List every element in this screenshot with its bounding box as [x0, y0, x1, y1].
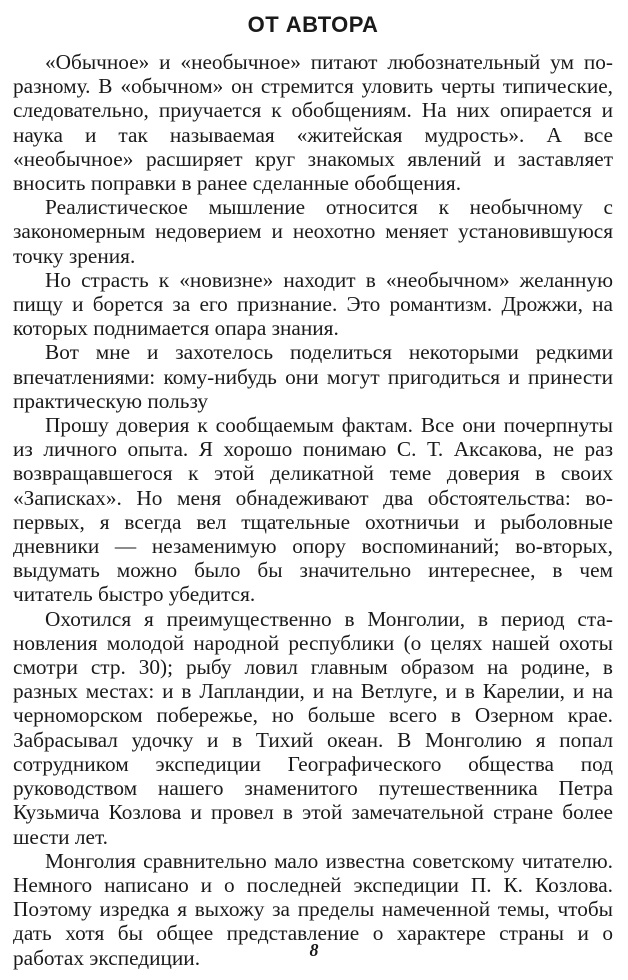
paragraph: Но страсть к «новизне» находит в «необычном» желанную пищу и борется за его признание. Это романтизм. Дрожжи, на которых поднимается опара знания.: [13, 267, 613, 341]
paragraph: Монголия сравнительно мало известна советскому читателю. Немного написано и о последней экспедиции П. К. Козлова. Поэтому изредка я выхожу за пределы намеченной темы, чтобы дать хотя бы общее представление о характере страны и о работах экспедиции.: [13, 848, 613, 970]
paragraph: Охотился я преимущественно в Монголии, в период становления молодой народной республики (о целях нашей охоты смотри стр. 30); рыбу ловил главным образом на родине, в разных местах: и в Лапландии, и на Ветлуге, и в Карелии, и на черноморском побережье, но больше всего в Озерном крае. Забрасывал удочку и в Тихий океан. В Монголию я попал сотрудником экспедиции Географического общества под руководством нашего знаменитого путешественника Петра Кузьмича Козлова и провел в этой замечательной стране более шести лет.: [13, 606, 613, 849]
page-title: ОТ АВТОРА: [247, 12, 379, 37]
paragraph: Реалистическое мышление относится к необычному с закономерным недоверием и неохотно меняет установившуюся точку зрения.: [13, 195, 613, 268]
book-page: [13, 12, 613, 972]
body-text: [13, 50, 613, 970]
paragraph: Прошу доверия к сообщаемым фактам. Все они почерпнуты из личного опыта. Я хорошо понимаю С. Т. Аксакова, не раз возвращавшегося к этой деликатной теме доверия в своих «Записках». Но меня обнадеживают два обстоятельства: во-первых, я всегда вел тщательные охотничьи и рыболовные дневники — незаменимую опору воспоминаний; во-вторых, выдумать можно было бы значительно интереснее, в чем читатель быстро убедится.: [13, 413, 613, 607]
paragraph: Вот мне и захотелось поделиться некоторыми редкими впечатлениями: кому-нибудь они могут пригодиться и принести практическую пользу: [13, 340, 613, 413]
paragraph: «Обычное» и «необычное» питают любознательный ум по-разному. В «обычном» он стремится уловить черты типические, следовательно, приучается к обобщениям. На них опирается и наука и так называемая «житейская мудрость». А все «необычное» расширяет круг знакомых явлений и заставляет вносить поправки в ранее сделанные обобщения.: [13, 50, 613, 196]
page-number: 8: [309, 940, 319, 960]
